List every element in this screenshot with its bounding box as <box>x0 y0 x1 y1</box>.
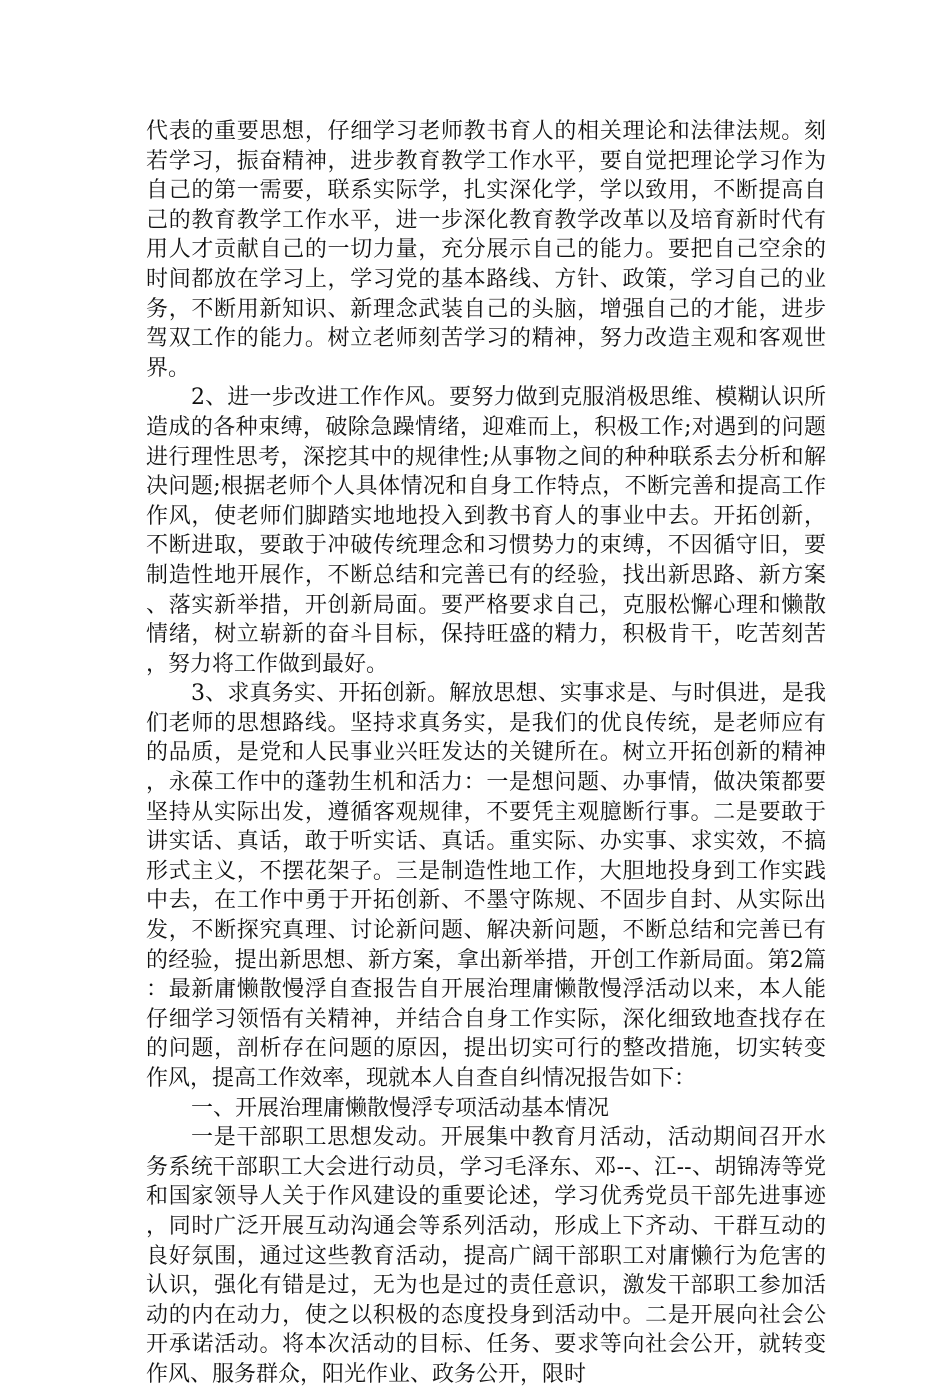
document-page <box>146 117 826 1390</box>
paragraph-intro: 代表的重要思想，仔细学习老师教书育人的相关理论和法律法规。刻若学习，振奋精神，进步教育教学工作水平，要自觉把理论学习作为自己的第一需要，联系实际学，扎实深化学，学以致用，不断提高自己的教育教学工作水平，进一步深化教育教学改革以及培育新时代有用人才贡献自己的一切力量，充分展示自己的能力。要把自己空余的时间都放在学习上，学习党的基本路线、方针、政策，学习自己的业务，不断用新知识、新理念武装自己的头脑，增强自己的才能，进步驾双工作的能力。树立老师刻苦学习的精神，努力改造主观和客观世界。 <box>146 119 826 381</box>
paragraph-item-3: 3、求真务实、开拓创新。解放思想、实事求是、与时俱进，是我们老师的思想路线。坚持求真务实，是我们的优良传统，是老师应有的品质，是党和人民事业兴旺发达的关键所在。树立开拓创新的精神，永葆工作中的蓬勃生机和活力：一是想问题、办事情，做决策都要坚持从实际出发，遵循客观规律，不要凭主观臆断行事。二是要敢于讲实话、真话，敢于听实话、真话。重实际、办实事、求实效，不搞形式主义，不摆花架子。三是制造性地工作，大胆地投身到工作实践中去，在工作中勇于开拓创新、不墨守陈规、不固步自封、从实际出发，不断探究真理、讨论新问题、解决新问题，不断总结和完善已有的经验，提出新思想、新方案，拿出新举措，开创工作新局面。第2篇：最新庸懒散慢浮自查报告自开展治理庸懒散慢浮活动以来，本人能仔细学习领悟有关精神，并结合自身工作实际，深化细致地查找存在的问题，剖析存在问题的原因，提出切实可行的整改措施，切实转变作风，提高工作效率，现就本人自查自纠情况报告如下： <box>146 681 826 1091</box>
paragraph-item-2: 2、进一步改进工作作风。要努力做到克服消极思维、模糊认识所造成的各种束缚，破除急躁情绪，迎难而上，积极工作;对遇到的问题进行理性思考，深挖其中的规律性;从事物之间的种种联系去分析和解决问题;根据老师个人具体情况和自身工作特点，不断完善和提高工作作风，使老师们脚踏实地地投入到教书育人的事业中去。开拓创新，不断进取，要敢于冲破传统理念和习惯势力的束缚，不因循守旧，要制造性地开展作，不断总结和完善已有的经验，找出新思路、新方案、落实新举措，开创新局面。要严格要求自己，克服松懈心理和懒散情绪，树立崭新的奋斗目标，保持旺盛的精力，积极肯干，吃苦刻苦，努力将工作做到最好。 <box>146 385 826 677</box>
paragraph-section-body: 一是干部职工思想发动。开展集中教育月活动，活动期间召开水务系统干部职工大会进行动员，学习毛泽东、邓--、江--、胡锦涛等党和国家领导人关于作风建设的重要论述，学习优秀党员干部先进事迹，同时广泛开展互动沟通会等系列活动，形成上下齐动、干群互动的良好氛围，通过这些教育活动，提高广阔干部职工对庸懒行为危害的认识，强化有错是过，无为也是过的责任意识，激发干部职工参加活动的内在动力，使之以积极的态度投身到活动中。二是开展向社会公开承诺活动。将本次活动的目标、任务、要求等向社会公开，就转变作风、服务群众，阳光作业、政务公开，限时 <box>146 1125 826 1387</box>
section-heading: 一、开展治理庸懒散慢浮专项活动基本情况 <box>191 1095 610 1121</box>
